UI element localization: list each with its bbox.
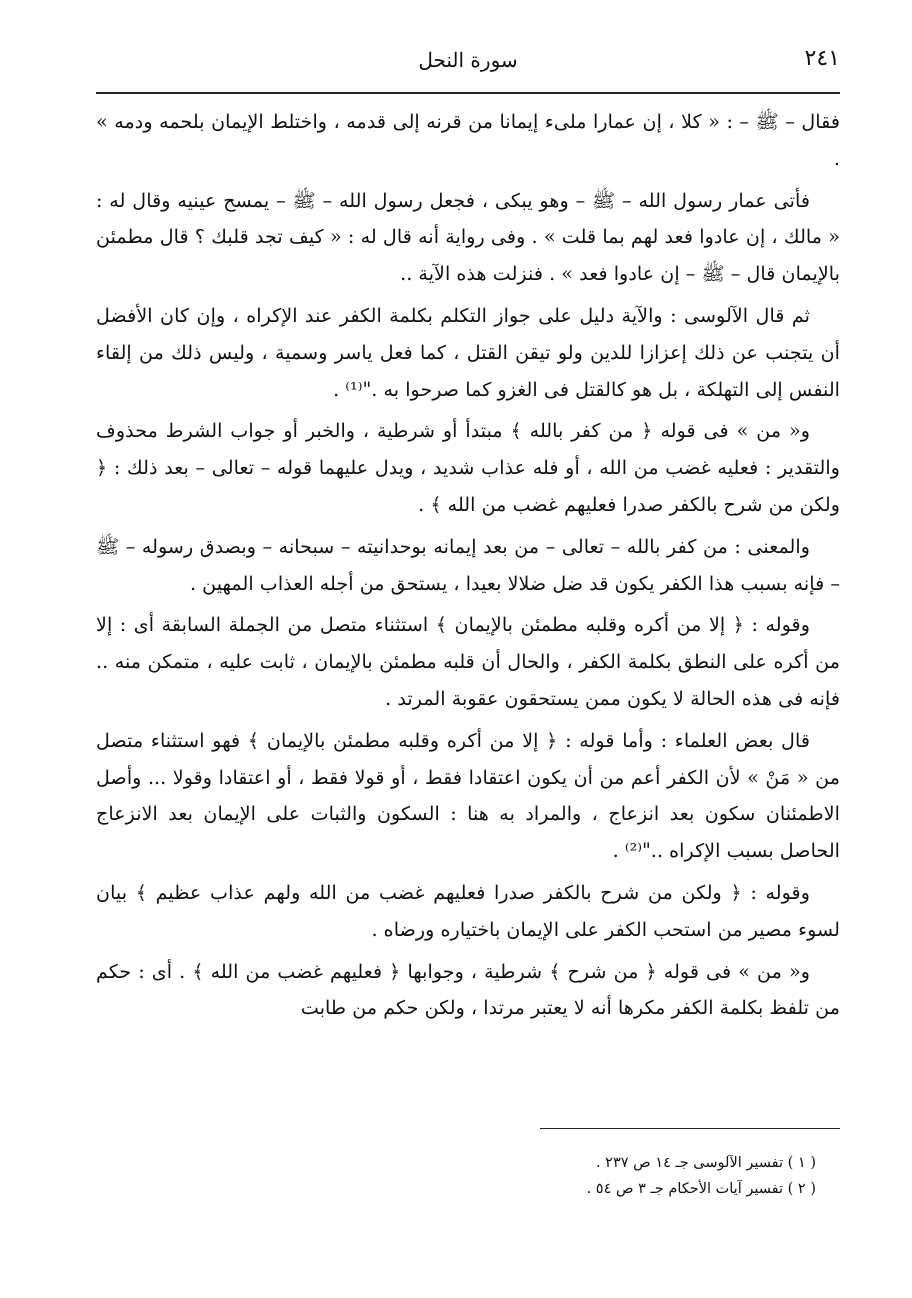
surah-title: سورة النحل: [418, 48, 518, 72]
paragraph: فأتى عمار رسول الله – ﷺ – وهو يبكى ، فجعل رسول الله – ﷺ – يمسح عينيه وقال له : « مالك ، إن عادوا فعد لهم بما قلت » . وفى رواية أنه قال له : « كيف تجد قلبك ؟ قال مطمئن بالإيمان قال – ﷺ – إن عادوا فعد » . فنزلت هذه الآية ..: [96, 188, 840, 286]
paragraph: وقوله : ﴿ إلا من أكره وقلبه مطمئن بالإيمان ﴾ استثناء متصل من الجملة السابقة أى : إلا من أكره على النطق بكلمة الكفر ، والحال أن قلبه مطمئن بالإيمان ، ثابت عليه ، متمكن منه .. فإنه فى هذه الحالة لا يكون ممن يستحقون عقوبة المرتد .: [96, 613, 840, 710]
paragraph: والمعنى : من كفر بالله – تعالى – من بعد إيمانه بوحدانيته – سبحانه – وبصدق رسوله – ﷺ – فإنه بسبب هذا الكفر يكون قد ضل ضلالا بعيدا ، يستحق من أجله العذاب المهين .: [96, 534, 840, 595]
footnotes: [96, 1150, 816, 1202]
page-header: [96, 40, 840, 84]
paragraph: فقال – ﷺ – : « كلا ، إن عمارا ملىء إيمانا من قرنه إلى قدمه ، واختلط الإيمان بلحمه ودمه » .: [96, 110, 840, 170]
footnote-rule: [540, 1128, 840, 1129]
paragraph: و« من » فى قوله ﴿ من كفر بالله ﴾ مبتدأ أو شرطية ، والخبر أو جواب الشرط محذوف والتقدير : فعليه غضب من الله ، أو فله عذاب شديد ، ويدل عليهما قوله – تعالى – بعد ذلك : ﴿ ولكن من شرح بالكفر صدرا فعليهم غضب من الله ﴾ .: [96, 419, 840, 516]
paragraph: وقوله : ﴿ ولكن من شرح بالكفر صدرا فعليهم غضب من الله ولهم عذاب عظيم ﴾ بيان لسوء مصير من استحب الكفر على الإيمان باختياره ورضاه .: [96, 880, 840, 941]
body-text: [96, 104, 840, 1032]
footnote: ( ٢ ) تفسير آيات الأحكام جـ ٣ ص ٥٤ .: [586, 1181, 816, 1197]
footnote: ( ١ ) تفسير الآلوسى جـ ١٤ ص ٢٣٧ .: [595, 1155, 816, 1171]
paragraph: و« من » فى قوله ﴿ من شرح ﴾ شرطية ، وجوابها ﴿ فعليهم غضب من الله ﴾ . أى : حكم من تلفظ بكلمة الكفر مكرها أنه لا يعتبر مرتدا ، ولكن حكم من طابت: [96, 959, 840, 1020]
page-number: ٢٤١: [804, 46, 840, 71]
paragraph: قال بعض العلماء : وأما قوله : ﴿ إلا من أكره وقلبه مطمئن بالإيمان ﴾ فهو استثناء متصل من « مَنْ » لأن الكفر أعم من أن يكون اعتقادا فقط ، أو قولا فقط ، أو اعتقادا وقولا ... وأصل الاطمئنان سكون بعد انزعاج ، والمراد به هنا : السكون والثبات على الإيمان بعد الانزعاج الحاصل بسبب الإكراه .."⁽²⁾ .: [96, 728, 840, 863]
paragraph: ثم قال الآلوسى : والآية دليل على جواز التكلم بكلمة الكفر عند الإكراه ، وإن كان الأفضل أن يتجنب عن ذلك إعزازا للدين ولو تيقن القتل ، كما فعل ياسر وسمية ، وليس ذلك من إلقاء النفس إلى التهلكة ، بل هو كالقتل فى الغزو كما صرحوا به ."⁽¹⁾ .: [96, 303, 840, 401]
header-rule: [96, 92, 840, 94]
